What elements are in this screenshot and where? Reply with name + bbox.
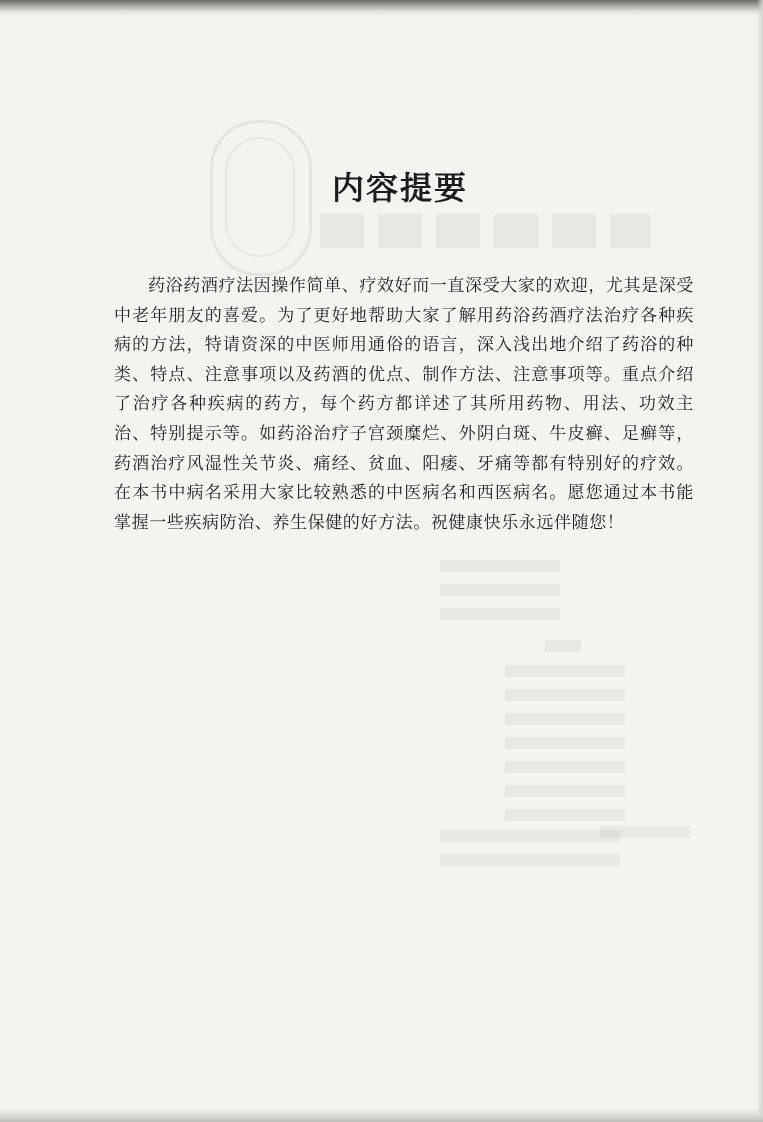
bleed-through-text bbox=[545, 640, 581, 654]
summary-paragraph: 药浴药酒疗法因操作简单、疗效好而一直深受大家的欢迎，尤其是深受中老年朋友的喜爱。为了更好地帮助大家了解用药浴药酒疗法治疗各种疾病的方法，特请资深的中医师用通俗的语言，深入浅出地介绍了药浴的种类、特点、注意事项以及药酒的优点、制作方法、注意事项等。重点介绍了治疗各种疾病的药方，每个药方都详述了其所用药物、用法、功效主治、特别提示等。如药浴治疗子宫颈糜烂、外阴白斑、牛皮癣、足癣等，药酒治疗风湿性关节炎、痛经、贫血、阳痿、牙痛等都有特别好的疗效。在本书中病名采用大家比较熟悉的中医病名和西医病名。愿您通过本书能掌握一些疾病防治、养生保健的好方法。祝健康快乐永远伴随您！ bbox=[114, 276, 694, 533]
page-title: 内容提要 bbox=[331, 169, 468, 207]
bleed-through-text bbox=[440, 830, 620, 878]
scan-edge-shadow bbox=[0, 1108, 763, 1122]
bleed-through-text bbox=[600, 826, 690, 840]
summary-body bbox=[114, 272, 694, 538]
scan-edge-shadow bbox=[0, 0, 763, 16]
scan-edge-shadow bbox=[757, 0, 763, 1122]
bleed-through-heading bbox=[320, 214, 650, 248]
bleed-through-text bbox=[440, 560, 560, 630]
bleed-through-text bbox=[505, 665, 625, 825]
